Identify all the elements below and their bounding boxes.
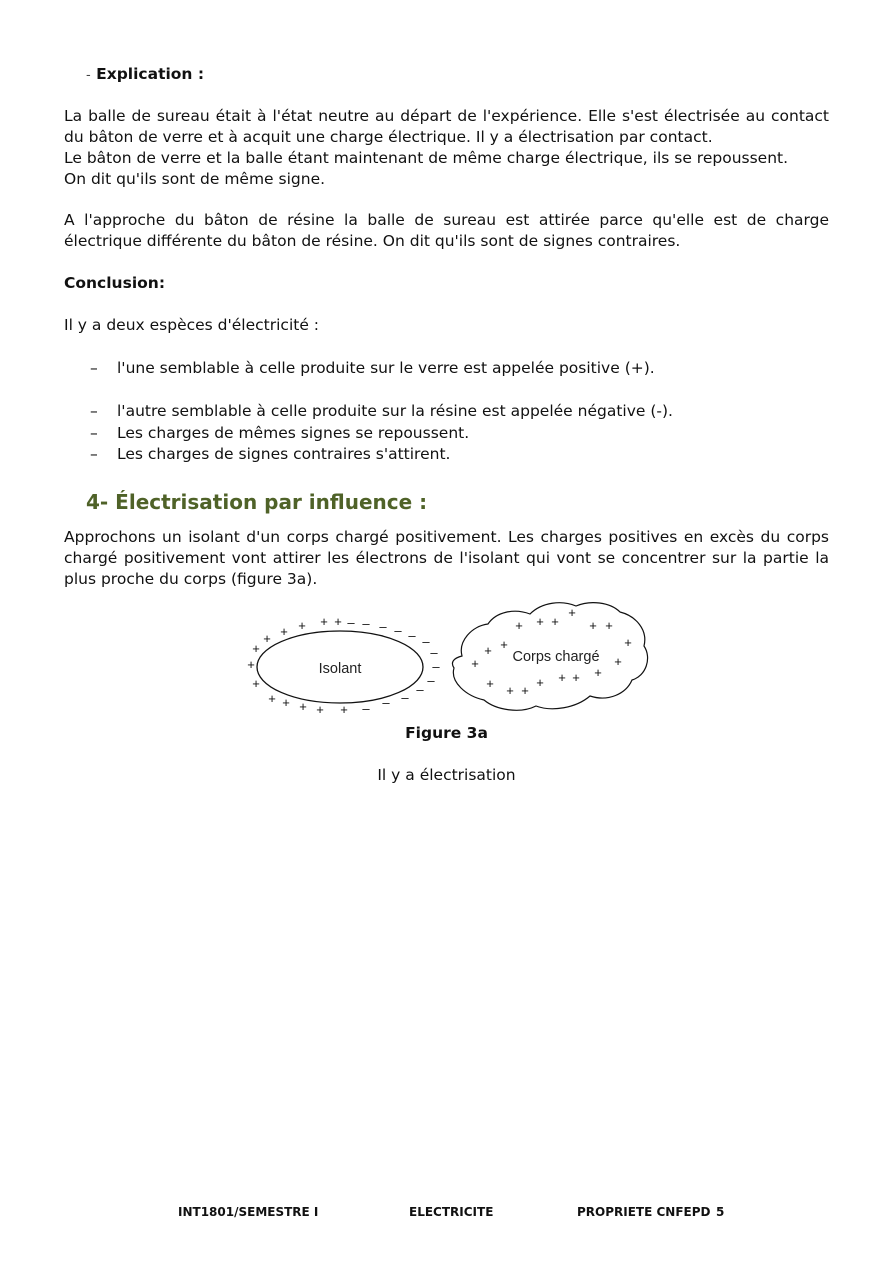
bullet-list-first	[90, 358, 830, 380]
bullet-text: Les charges de mêmes signes se repoussent.	[117, 423, 470, 442]
corps-charge-label: Corps chargé	[512, 649, 600, 665]
bullet-list	[90, 401, 830, 466]
plus-charge: +	[500, 637, 508, 652]
bullet-text: l'autre semblable à celle produite sur la résine est appelée négative (-).	[117, 402, 673, 420]
plus-charge: +	[506, 683, 514, 698]
bullet-dash: –	[90, 423, 98, 442]
minus-charge: –	[362, 616, 370, 631]
plus-charge: +	[263, 631, 271, 646]
isolant-label: Isolant	[318, 661, 362, 677]
plus-charge: +	[536, 675, 544, 690]
list-item	[90, 401, 830, 423]
plus-charge: +	[320, 614, 328, 629]
minus-charge: –	[432, 659, 440, 674]
plus-charge: +	[471, 656, 479, 671]
explication-paragraph-1: La balle de sureau était à l'état neutre au départ de l'expérience. Elle s'est électrisée au contact du bâton de verre et à acquit une charge électrique. Il y a électrisation par contact.	[64, 107, 829, 146]
minus-charge: –	[382, 695, 390, 710]
plus-charge: +	[280, 624, 288, 639]
list-item	[90, 444, 830, 466]
bullet-dash: –	[90, 402, 98, 420]
plus-charge: +	[614, 654, 622, 669]
plus-charge: +	[624, 635, 632, 650]
plus-charge: +	[247, 657, 255, 672]
plus-charge: +	[252, 641, 260, 656]
minus-charge: –	[347, 615, 355, 630]
minus-charge: –	[422, 634, 430, 649]
plus-charge: +	[334, 614, 342, 629]
figure-caption: Figure 3a	[405, 724, 488, 742]
figure-3a-diagram	[240, 596, 660, 721]
plus-charge: +	[298, 618, 306, 633]
plus-charge: +	[536, 614, 544, 629]
plus-charge: +	[252, 676, 260, 691]
plus-charge: +	[572, 670, 580, 685]
minus-charge: –	[430, 645, 438, 660]
minus-charge: –	[401, 690, 409, 705]
list-item	[90, 423, 830, 445]
explication-heading	[86, 64, 204, 86]
minus-charge: –	[362, 701, 370, 716]
plus-charge: +	[299, 699, 307, 714]
minus-charge: –	[427, 673, 435, 688]
heading-dash: -	[86, 68, 91, 83]
plus-charge: +	[515, 618, 523, 633]
plus-charge: +	[486, 676, 494, 691]
explication-paragraph-3: On dit qu'ils sont de même signe.	[64, 170, 326, 188]
minus-charge: –	[394, 623, 402, 638]
explication-title: Explication :	[96, 65, 205, 83]
explication-paragraph-2: Le bâton de verre et la balle étant maintenant de même charge électrique, ils se repoussent.	[64, 149, 789, 167]
minus-charge: –	[408, 628, 416, 643]
section-title: 4- Électrisation par influence :	[86, 490, 428, 514]
plus-charge: +	[568, 605, 576, 620]
bullet-dash: –	[90, 359, 98, 377]
plus-charge: +	[282, 695, 290, 710]
bullet-text: l'une semblable à celle produite sur le verre est appelée positive (+).	[117, 359, 655, 377]
plus-charge: +	[268, 691, 276, 706]
plus-charge: +	[589, 618, 597, 633]
plus-charge: +	[594, 665, 602, 680]
plus-charge: +	[521, 683, 529, 698]
minus-charge: –	[416, 682, 424, 697]
bullet-text: Les charges de signes contraires s'attirent.	[117, 445, 451, 463]
footer-subject: ELECTRICITE	[409, 1205, 494, 1219]
explication-paragraph-4: A l'approche du bâton de résine la balle de sureau est attirée parce qu'elle est de charge électrique différente du bâton de résine. On dit qu'ils sont de signes contraires.	[64, 211, 829, 250]
plus-charge: +	[551, 614, 559, 629]
footer-owner: PROPRIETE CNFEPD	[577, 1205, 711, 1219]
plus-charge: +	[316, 702, 324, 717]
conclusion-heading: Conclusion:	[64, 274, 166, 292]
plus-charge: +	[340, 702, 348, 717]
bullet-dash: –	[90, 445, 98, 463]
footer-page-number: 5	[716, 1205, 725, 1219]
plus-charge: +	[605, 618, 613, 633]
figure-note: Il y a électrisation	[377, 766, 516, 784]
conclusion-intro: Il y a deux espèces d'électricité :	[64, 316, 320, 334]
plus-charge: +	[558, 670, 566, 685]
footer-course: INT1801/SEMESTRE I	[178, 1205, 319, 1219]
plus-charge: +	[484, 643, 492, 658]
list-item	[90, 358, 830, 380]
minus-charge: –	[379, 619, 387, 634]
section-paragraph: Approchons un isolant d'un corps chargé positivement. Les charges positives en excès du corps chargé positivement vont attirer les électrons de l'isolant qui vont se concentrer sur la partie la plus proche du corps (figure 3a).	[64, 528, 829, 588]
